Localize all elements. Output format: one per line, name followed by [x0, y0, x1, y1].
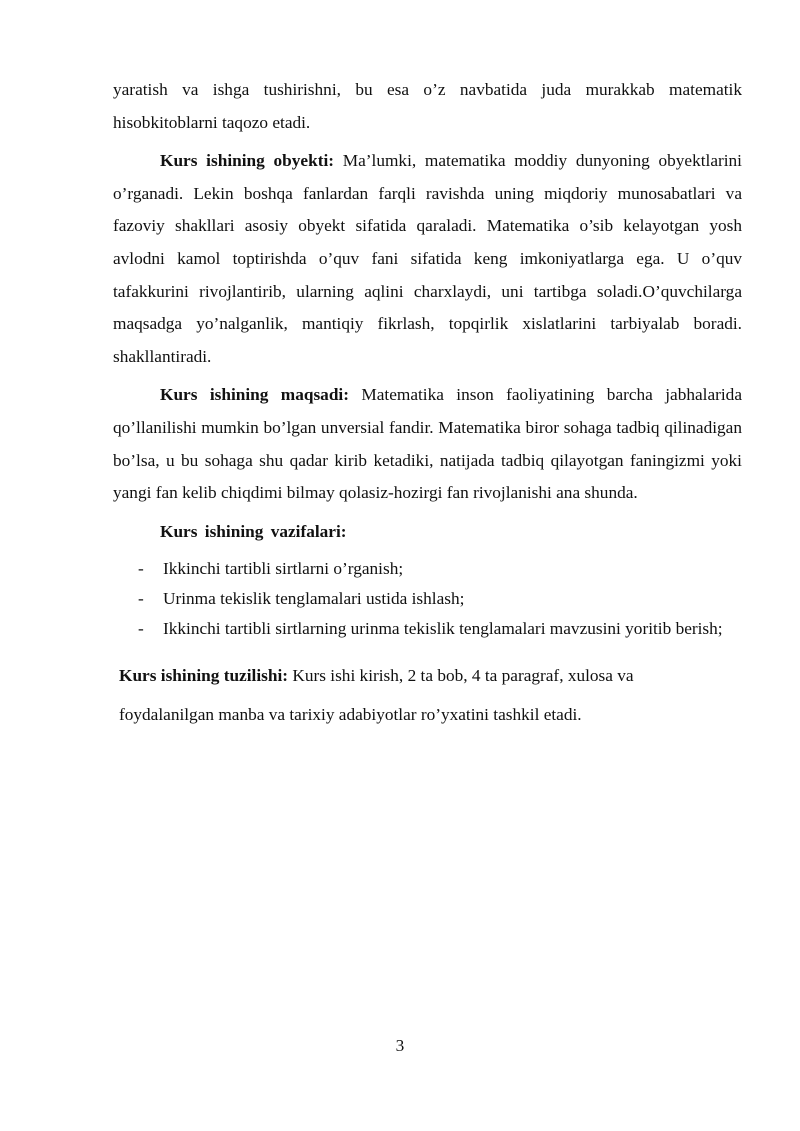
tasks-heading: Kurs ishining vazifalari: [160, 521, 347, 541]
list-marker: - [138, 559, 144, 579]
continuation-paragraph: yaratish va ishga tushirishni, bu esa o’z navbatida juda murakkab matematik hisobkitoblarni taqozo etadi. [113, 80, 742, 132]
list-item-text: Urinma tekislik tenglamalari ustida ishlash; [163, 589, 465, 609]
goal-text: Matematika inson faoliyatining barcha jabhalarida qo’llanilishi mumkin bo’lgan unversial fandir. Matematika biror sohaga tadbiq qilinadigan bo’lsa, u bu sohaga shu qadar kirib ketadiki, natijada tadbiq qilayotgan faningizmi yoki yangi fan kelib chiqdimi bilmay qolasiz-hozirgi fan rivojlanishi ana shunda. [113, 385, 742, 503]
list-item [113, 614, 742, 644]
structure-line-2: foydalanilgan manba va tarixiy adabiyotlar ro’yxatini tashkil etadi. [119, 705, 582, 725]
object-paragraph [113, 145, 742, 373]
structure-text: Kurs ishi kirish, 2 ta bob, 4 ta paragraf, xulosa va [288, 666, 634, 686]
list-item [113, 554, 742, 584]
structure-paragraph [113, 656, 742, 734]
list-item-text: Ikkinchi tartibli sirtlarni o’rganish; [163, 559, 404, 579]
list-marker: - [138, 619, 144, 639]
goal-label: Kurs ishining maqsadi: [160, 385, 349, 405]
tasks-list [113, 554, 742, 644]
list-item [113, 584, 742, 614]
object-label: Kurs ishining obyekti: [160, 151, 335, 171]
list-marker: - [138, 589, 144, 609]
list-item-text: Ikkinchi tartibli sirtlarning urinma tekislik tenglamalari mavzusini yoritib berish; [163, 619, 723, 639]
object-text: Ma’lumki, matematika moddiy dunyoning obyektlarini o’rganadi. Lekin boshqa fanlardan farqli ravishda uning miqdoriy munosabatlari va fazoviy shakllari asosiy obyekt sifatida qaraladi. Matematika o’sib kelayotgan yosh avlodni kamol toptirishda o’quv fani sifatida keng imkoniyatlarga ega. U o’quv tafakkurini rivojlantirib, ularning aqlini charxlaydi, uni tartibga soladi.O’quvchilarga maqsadga yo’nalganlik, mantiqiy fikrlash, topqirlik xislatlarini tarbiyalab boradi. shakllantiradi. [113, 151, 742, 366]
structure-label: Kurs ishining tuzilishi: [119, 666, 289, 686]
page-number: 3 [395, 1036, 405, 1055]
page-content [113, 74, 742, 734]
structure-line-1 [119, 656, 742, 695]
goal-paragraph [113, 379, 742, 509]
